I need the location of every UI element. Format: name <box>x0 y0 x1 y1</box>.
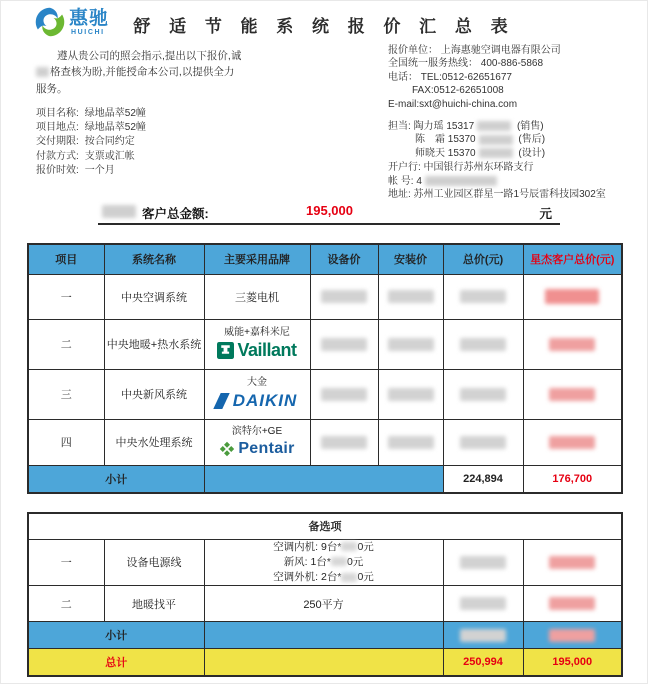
redacted-value <box>388 388 434 401</box>
redacted-value <box>549 436 595 449</box>
redacted-value <box>545 289 599 304</box>
options-title: 备选项 <box>28 513 622 539</box>
grand-customer-total-value: 195,000 <box>523 649 622 676</box>
bank-name: 开户行: 中国银行苏州东环路支行 <box>388 162 534 174</box>
subtotal-customer-total: 176,700 <box>523 465 622 493</box>
project-name-row: 项目名称: 绿地晶萃52幢 <box>36 108 146 119</box>
redacted-value <box>460 388 506 401</box>
redacted-price <box>331 557 347 566</box>
intro-paragraph <box>36 48 288 97</box>
col-brand: 主要采用品牌 <box>204 244 310 274</box>
contact-aftersales: 陈 霜 15370 (售后) <box>415 134 546 146</box>
redacted-value <box>460 629 506 642</box>
redacted-phone <box>477 121 511 131</box>
logo-name: 惠驰 <box>69 7 110 29</box>
redacted-phone <box>479 148 513 158</box>
table-row: 二 地暖找平 250平方 <box>28 586 622 622</box>
company-info-block <box>388 44 628 201</box>
options-table <box>27 512 623 677</box>
redacted-value <box>388 338 434 351</box>
customer-total-line <box>98 202 560 225</box>
redacted-value <box>321 388 367 401</box>
redacted-phone <box>479 135 513 145</box>
redacted-value <box>321 290 367 303</box>
intro-line2: 格查核为盼,并能授命本公司,以提供全力 <box>36 66 234 78</box>
delivery-term-row: 交付期限: 按合同约定 <box>36 136 135 148</box>
redacted-price <box>341 542 357 551</box>
col-system: 系统名称 <box>104 244 204 274</box>
redacted-value <box>460 290 506 303</box>
redacted-value <box>549 388 595 401</box>
redacted-value <box>460 556 506 569</box>
redacted-value <box>460 338 506 351</box>
redacted-value <box>549 629 595 642</box>
telephone: 电话： TEL:0512-62651677 <box>388 71 512 83</box>
company-address: 地址: 苏州工业园区群星一路1号辰雷科技园302室 <box>388 188 606 200</box>
total-unit: 元 <box>539 207 552 221</box>
pentair-icon <box>219 441 235 457</box>
intro-line3: 服务。 <box>36 82 68 95</box>
table-row: 一 中央空调系统 三菱电机 <box>28 274 622 319</box>
bank-account: 帐 号: 4 <box>388 175 628 188</box>
subtotal-total: 224,894 <box>443 465 523 493</box>
redacted-value <box>460 597 506 610</box>
redacted-value <box>460 436 506 449</box>
col-customer-total: 星杰客户总价(元) <box>523 244 622 274</box>
table-row: 二 中央地暖+热水系统 威能+嘉科米尼 Vaillant <box>28 319 622 369</box>
table-row: 三 中央新风系统 大金 DAIKIN <box>28 369 622 419</box>
quote-unit: 报价单位： 上海惠驰空调电器有限公司 <box>388 45 561 56</box>
options-subtotal-label: 小计 <box>28 622 204 649</box>
table-row: 一 设备电源线 空调内机: 9台* 0元 新风: 1台* 0元 空调外机: 2台* 0元 <box>28 539 622 586</box>
redacted-price <box>341 573 357 582</box>
redacted-value <box>321 338 367 351</box>
logo-subtitle: HUICHI <box>71 28 105 36</box>
fax: FAX:0512-62651008 <box>412 85 504 97</box>
hotline: 全国统一服务热线： 400-886-5868 <box>388 58 544 70</box>
email: E-mail:sxt@huichi-china.com <box>388 98 518 110</box>
daikin-icon <box>213 393 229 409</box>
redacted-account <box>425 176 497 186</box>
bank-block <box>388 161 628 201</box>
table-row: 四 中央水处理系统 滨特尔+GE Pentair <box>28 419 622 465</box>
grand-total-label: 总计 <box>28 649 204 676</box>
col-item: 项目 <box>28 244 104 274</box>
redacted-text <box>36 67 49 77</box>
options-title-row <box>28 513 622 539</box>
redacted-value <box>388 436 434 449</box>
contacts-block <box>388 120 628 160</box>
intro-line1: 遵从贵公司的照会指示,提出以下报价,诚 <box>57 50 242 62</box>
brand-vaillant: 威能+嘉科米尼 Vaillant <box>204 319 310 369</box>
brand-mitsubishi: 三菱电机 <box>204 274 310 319</box>
option-desc: 空调内机: 9台* 0元 新风: 1台* 0元 空调外机: 2台* 0元 <box>204 539 443 586</box>
options-subtotal-row <box>28 622 622 649</box>
contact-sales: 担当: 陶力瑶 15317 (销售) <box>388 120 544 132</box>
vaillant-icon <box>217 342 234 359</box>
quote-validity-row: 报价时效: 一个月 <box>36 164 115 176</box>
redacted-value <box>549 556 595 569</box>
contact-design: 师晓天 15370 (设计) <box>415 147 546 159</box>
redacted-customer-name <box>102 205 136 218</box>
project-location-row: 项目地点: 绿地晶萃52幢 <box>36 122 146 134</box>
redacted-value <box>549 338 595 351</box>
redacted-value <box>388 290 434 303</box>
payment-method-row: 付款方式: 支票或汇帐 <box>36 150 135 162</box>
col-install-price: 安装价 <box>378 244 443 274</box>
subtotal-row <box>28 465 622 493</box>
quotation-table <box>27 243 623 494</box>
subtotal-label: 小计 <box>28 465 204 493</box>
brand-daikin: 大金 DAIKIN <box>204 369 310 419</box>
project-info-list <box>36 107 146 178</box>
page-title: 舒 适 节 能 系 统 报 价 汇 总 表 <box>133 17 515 36</box>
total-amount: 195,000 <box>306 203 353 218</box>
grand-total-value: 250,994 <box>443 649 523 676</box>
col-total: 总价(元) <box>443 244 523 274</box>
redacted-value <box>549 597 595 610</box>
col-equip-price: 设备价 <box>310 244 378 274</box>
total-label: 客户总金额: <box>142 207 209 221</box>
grand-total-row <box>28 649 622 676</box>
table-header-row <box>28 244 622 274</box>
option-desc: 250平方 <box>204 586 443 622</box>
brand-pentair: 滨特尔+GE Pentair <box>204 419 310 465</box>
redacted-value <box>321 436 367 449</box>
